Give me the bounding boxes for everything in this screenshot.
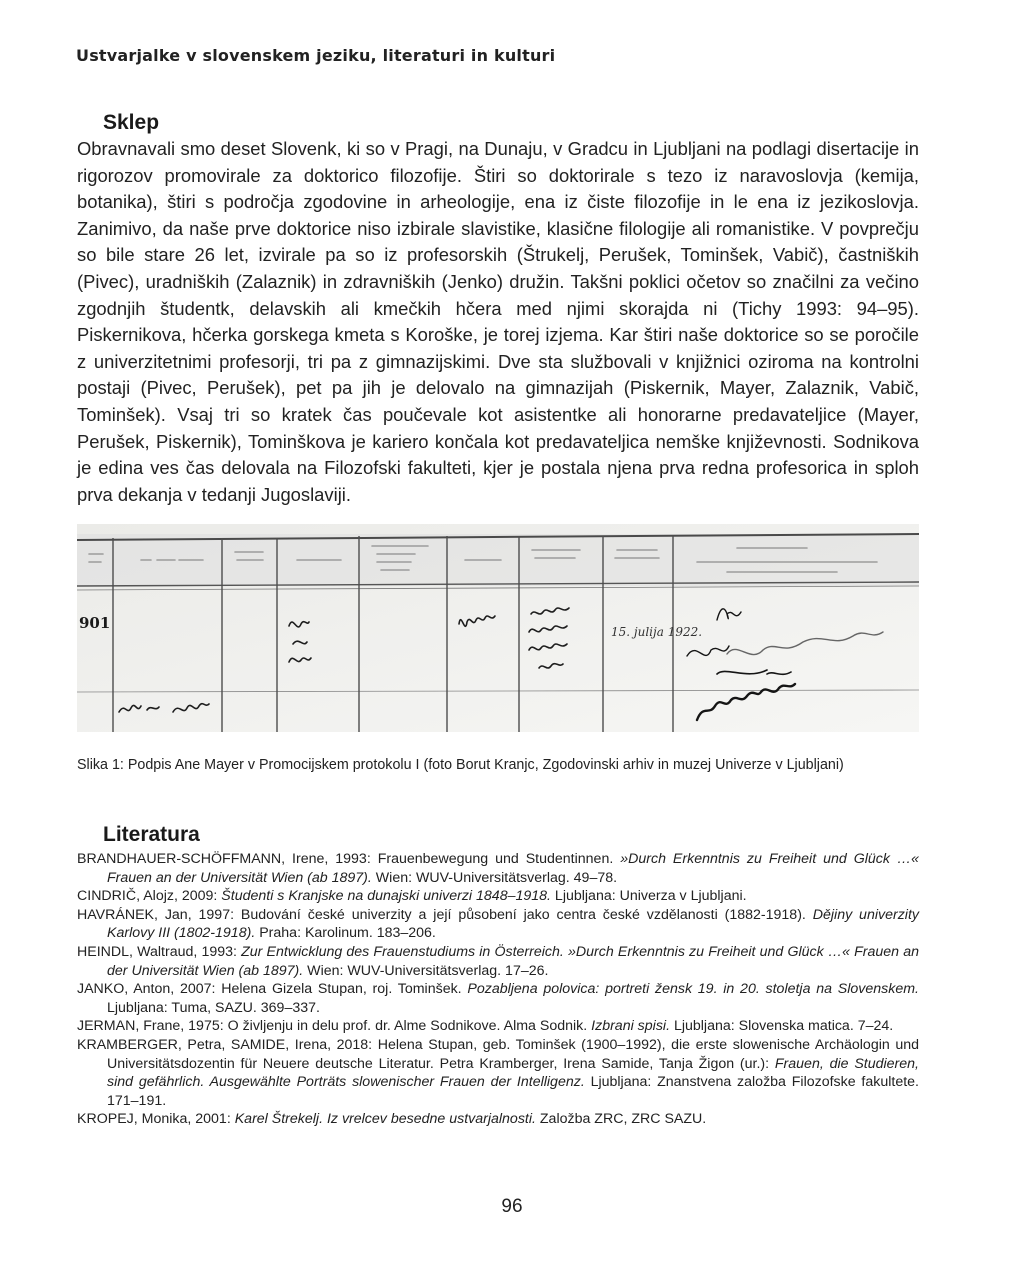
reference-text: Praha: Karolinum. 183–206. [255,925,436,942]
references-title: Literatura [103,823,200,846]
reference-text: HAVRÁNEK, Jan, 1997: Budování české univerzity a její působení jako centra české vzdělanosti (1882-1918). [77,906,813,923]
reference-item [77,1017,919,1036]
reference-item [77,887,919,906]
figure-caption: Slika 1: Podpis Ane Mayer v Promocijskem protokolu I (foto Borut Kranjc, Zgodovinski arhiv in muzej Univerze v Ljubljani) [77,757,844,773]
reference-work-title: Študenti s Kranjske na dunajski univerzi 1848–1918. [221,888,551,905]
reference-text: KROPEJ, Monika, 2001: [77,1111,235,1128]
promotion-date: 15. julija 1922. [611,625,703,639]
reference-text: Wien: WUV-Universitätsverlag. 49–78. [371,869,618,886]
reference-item [77,943,919,980]
figure-photo [77,524,919,732]
reference-work-title: Izbrani spisi. [591,1018,671,1035]
reference-item [77,850,919,887]
reference-text: BRANDHAUER-SCHÖFFMANN, Irene, 1993: Frauenbewegung und Studentinnen. [77,851,621,867]
reference-item [77,980,919,1017]
reference-text: Ljubljana: Tuma, SAZU. 369–337. [107,999,320,1016]
reference-work-title: Pozabljena polovica: portreti žensk 19. in 20. stoletja na Slovenskem. [467,981,919,998]
reference-list [77,850,919,1129]
reference-work-title: Frauen, die Studieren, sind gefährlich. Ausgewählte Porträts slowenischer Frauen der Intelligenz. [107,1055,919,1091]
reference-item [77,1036,919,1110]
reference-text: JERMAN, Frane, 1975: O življenju in delu prof. dr. Alme Sodnikove. Alma Sodnik. [77,1018,592,1035]
protocol-ledger-image [77,524,919,732]
reference-text: Ljubljana: Znanstvena založba Filozofske fakultete. 171–191. [107,1074,919,1109]
reference-text: Ljubljana: Univerza v Ljubljani. [550,888,747,905]
reference-work-title: »Durch Erkenntnis zu Freiheit und Glück …« Frauen an der Universität Wien (ab 1897). [107,851,919,886]
reference-work-title: Dějiny univerzity Karlovy III (1802-1918). [107,906,919,942]
reference-item [77,1110,919,1129]
reference-text: CINDRIČ, Alojz, 2009: [77,888,222,905]
reference-text: JANKO, Anton, 2007: Helena Gizela Stupan, roj. Tominšek. [77,981,468,998]
page-number: 96 [501,1196,523,1217]
reference-work-title: Karel Štrekelj. Iz vrelcev besedne ustvarjalnosti. [234,1111,536,1128]
reference-work-title: Zur Entwicklung des Frauenstudiums in Österreich. »Durch Erkenntnis zu Freiheit und Glück …« Frauen an der Universität Wien (ab 1897). [107,943,919,979]
section-body: Obravnavali smo deset Slovenk, ki so v Pragi, na Dunaju, v Gradcu in Ljubljani na podlagi disertacije in rigorozov promovirale za doktorico filozofije. Štiri so doktorirale s tezo iz naravoslovja (kemija, botanika), štiri s področja zgodovine in arheologije, ena iz čiste filozofije in le ena iz jezikoslovja. Zanimivo, da naše prve doktorice niso izbirale slavistike, klasične filologije ali romanistike. V povprečju so bile stare 26 let, izvirale pa so iz profesorskih (Štrukelj, Perušek, Tominšek, Vabič), častniških (Pivec), uradniških (Zalaznik) in zdravniških (Jenko) družin. Takšni poklici očetov so značilni za večino zgodnjih študentk, delavskih ali kmečkih hčera med njimi skorajda ni (Tichy 1993: 94–95). Piskernikova, hčerka gorskega kmeta s Koroške, je torej izjema. Kar štiri naše doktorice so se poročile z univerzitetnimi profesorji, tri pa z gimnazijskimi. Dve sta službovali v knjižnici oziroma na kontrolni postaji (Pivec, Perušek), pet pa jih je delovalo na gimnazijah (Piskernik, Mayer, Zalaznik, Vabič, Tominšek). Vsaj tri so kratek čas poučevale kot asistentke ali honorarne predavateljice (Mayer, Perušek, Piskernik), Tominškova je kariero končala kot predavateljica nemške književnosti. Sodnikova je edina ves čas delovala na Filozofski fakulteti, kjer je postala njena prva redna profesorica in sploh prva dekanja v tedanji Jugoslaviji. [77,138,919,505]
running-head: Ustvarjalke v slovenskem jeziku, literaturi in kulturi [76,46,556,65]
reference-text: HEINDL, Waltraud, 1993: [77,943,242,960]
reference-text: KRAMBERGER, Petra, SAMIDE, Irena, 2018: Helena Stupan, geb. Tominšek (1900–1992), die erste slowenische Archäologin und Universitätsdozentin für Neuere deutsche Literatur. Petra Kramberger, Irena Samide, Tanja Žigon (ur.): [77,1036,919,1072]
section-title: Sklep [103,111,160,134]
reference-item [77,906,919,943]
reference-text: Založba ZRC, ZRC SAZU. [535,1111,707,1128]
row-number: 901 [79,614,111,632]
reference-text: Wien: WUV-Universitätsverlag. 17–26. [303,962,549,979]
reference-text: Ljubljana: Slovenska matica. 7–24. [670,1018,894,1035]
